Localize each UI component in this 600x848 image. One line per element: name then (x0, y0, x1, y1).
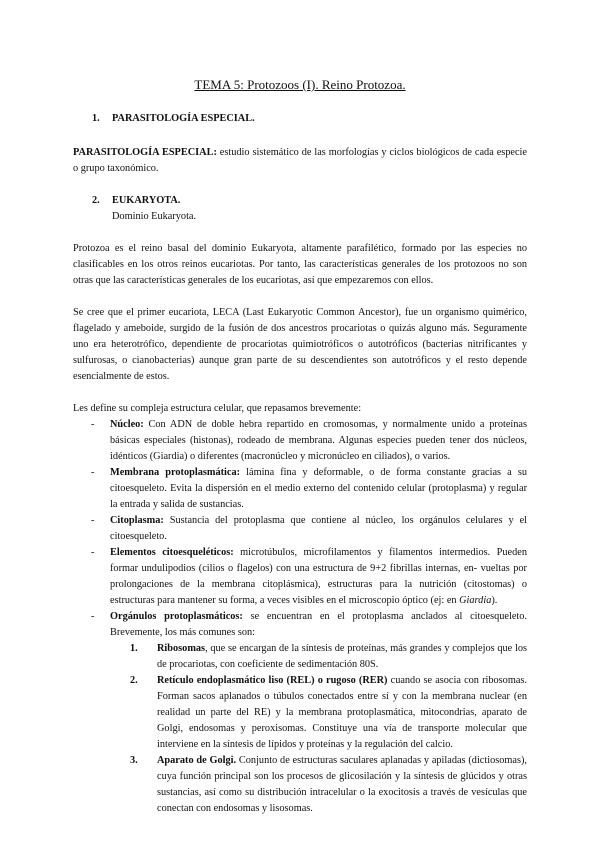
item-term: Membrana protoplasmática: (110, 467, 241, 478)
section-number: 1. (92, 113, 100, 124)
organelle-number: 1. (130, 643, 138, 654)
organelle-number: 3. (130, 755, 138, 766)
organelle-item-reticulo (110, 673, 527, 753)
list-item-elementos (73, 545, 527, 609)
definition-term: PARASITOLOGÍA ESPECIAL: (73, 147, 217, 158)
organelle-term: Retículo endoplasmático liso (REL) o rugoso (RER) (157, 675, 388, 686)
item-text: lámina fina y deformable, o de forma constante gracias a su citoesqueleto. Evita la dispersión en el medio externo del contenido celular (protoplasma) y regular la entrada y salida de sustancias. (110, 467, 527, 510)
list-item-citoplasma (73, 513, 527, 545)
list-item-nucleo (73, 417, 527, 465)
item-term: Elementos citoesqueléticos: (110, 547, 234, 558)
organelle-number: 2. (130, 675, 138, 686)
section-heading-1 (92, 111, 527, 127)
item-text-end: ). (491, 595, 498, 606)
item-italic: Giardia (459, 595, 492, 606)
organelle-item-golgi (110, 753, 527, 817)
item-text: se encuentran en el protoplasma anclados al citoesqueleto. Brevemente, los más comunes son: (110, 611, 528, 638)
organelle-term: Aparato de Golgi. (157, 755, 237, 766)
organelle-text: , que se encargan de la síntesis de proteínas, más grandes y complejos que los de procariotas, con coeficiente de sedimentación 80S. (157, 643, 527, 670)
list-item-organulos (73, 609, 527, 817)
paragraph-protozoa: Protozoa es el reino basal del dominio Eukaryota, altamente parafilético, formado por las especies no clasificables en los otros reinos eucariotas. Por tanto, las características generales de los protozoos no son otras que las características generales de los eucariotas, así que empezaremos con ellos. (73, 243, 527, 286)
definition-paragraph (73, 145, 527, 177)
paragraph-leca: Se cree que el primer eucariota, LECA (Last Eukaryotic Common Ancestor), fue un organismo quimérico, flagelado y ameboide, surgido de la fusión de dos ancestros procariotas o quizás alguno más. Seguramente uno era heterotrófico, dependiente de procariotas quimiotróficos o autotróficos (bacterias nitrificantes y sulfurosas, o cianobacterias) aunque gran parte de su descendientes son autotróficos y el resto depende esencialmente de estos. (73, 307, 527, 382)
list-item-membrana (73, 465, 527, 513)
section-title: PARASITOLOGÍA ESPECIAL. (112, 113, 255, 124)
list-intro: Les define su compleja estructura celular, que repasamos brevemente: (73, 403, 362, 414)
definition-text: estudio sistemático de las morfologías y ciclos biológicos de cada especie o grupo taxonómico. (73, 147, 527, 174)
section-number: 2. (92, 195, 100, 206)
section-heading-2 (92, 193, 527, 209)
organelle-item-ribosomas (110, 641, 527, 673)
item-term: Citoplasma: (110, 515, 164, 526)
item-term: Núcleo: (110, 419, 144, 430)
item-text: Sustancia del protoplasma que contiene al núcleo, los orgánulos celulares y el citoesqueleto. (110, 515, 527, 542)
item-text: Con ADN de doble hebra repartido en cromosomas, y normalmente unido a proteínas básicas especiales (histonas), rodeado de membrana. Algunas especies pueden tener dos núcleos, idénticos (Giardia) o diferentes (macronúcleo y micronúcleo en ciliados), o varios. (110, 419, 527, 462)
section-subtitle: Dominio Eukaryota. (112, 211, 197, 222)
item-term: Orgánulos protoplasmáticos: (110, 611, 243, 622)
organelle-term: Ribosomas (157, 643, 206, 654)
organelle-list (110, 641, 527, 817)
item-text: microtúbulos, microfilamentos y filamentos intermedios. Pueden formar undulipodios (cilios o flagelos) con una estructura de 9+2 fibrillas internas, en- vueltas por prolongaciones de la membrana citoplásmica), estructuras para la nutrición (citostomas) o estructuras para mantener su forma, a veces visibles en el microscopio óptico (ej: en (110, 547, 527, 606)
organelle-text: cuando se asocia con ribosomas. Forman sacos aplanados o túbulos conectados entre sí y con la membrana nuclear (en realidad un parte del RE) y la membrana protoplasmática, mitocondrias, aparato de Golgi, endosomas y peroxisomas. Constituye una vía de transporte molecular que interviene en la síntesis de lípidos y proteínas y la regulación del calcio. (157, 675, 527, 750)
cell-structure-list (73, 417, 527, 817)
section-title: EUKARYOTA. (112, 195, 181, 206)
organelle-text: Conjunto de estructuras saculares aplanadas y apiladas (dictiosomas), cuya función principal son los procesos de glicosilación y la síntesis de glúcidos y otras sustancias, así como su distribución intracelular o la exocitosis a través de vesículas que conectan con endosomas y lisosomas. (157, 755, 527, 814)
page-title: TEMA 5: Protozoos (I). Reino Protozoa. (194, 77, 406, 92)
